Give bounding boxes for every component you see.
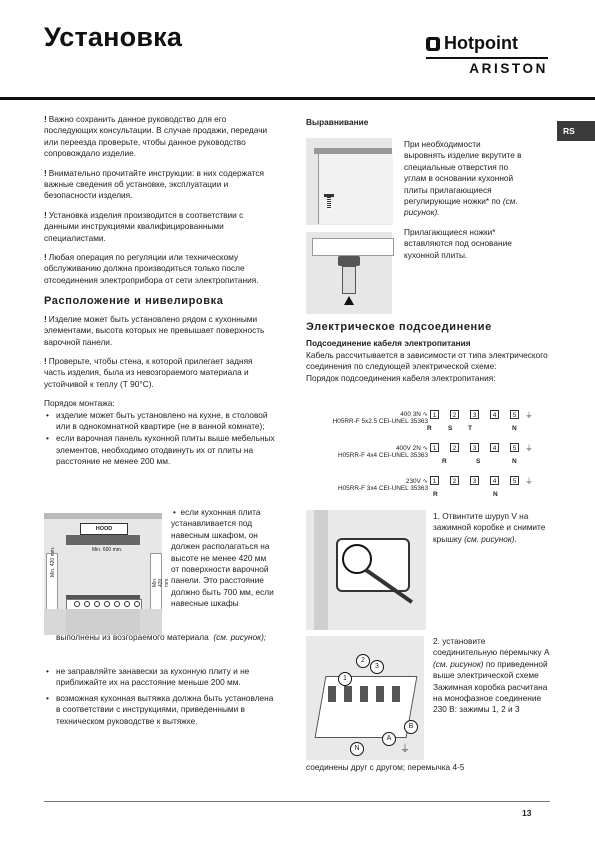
terminal-4: 4: [490, 443, 499, 452]
callout-2: 2: [356, 654, 370, 668]
warning-paragraph: ! Любая операция по регуляции или техническому обслуживанию должна производиться только после отсоединения электроприбора от сети электропитания.: [44, 252, 259, 285]
step2-text: 2. установите соединительную перемычку А (см. рисунок) по приведенной выше электрической схеме Зажимная коробка расчитана на монофазное соединение 230 В: зажимы 1, 2 и 3: [433, 636, 550, 715]
terminal-4: 4: [490, 476, 499, 485]
step1-text: 1. Отвинтите шуруп V на зажимной коробке и снимите крышку (см. рисунок).: [433, 511, 546, 544]
terminal-box-figure: [306, 510, 426, 630]
leveling-figure-top: [306, 138, 392, 225]
wiring-spec-2: 400V 2N ∿ H05RR-F 4x4 CEI-UNEL 35363: [338, 445, 428, 459]
order-title: Порядок монтажа:: [44, 398, 115, 409]
terminal-1: 1: [430, 443, 439, 452]
bottom-bullets: [44, 666, 276, 728]
ground-icon: ⏚: [400, 744, 410, 755]
jumper-figure: [306, 636, 424, 760]
terminal-3: 3: [470, 410, 479, 419]
terminal-2: 2: [450, 443, 459, 452]
hood-label: HOOD: [80, 523, 128, 535]
brand-top-text: Hotpoint: [444, 33, 518, 53]
ac-tilde-icon: ∿: [422, 445, 428, 452]
leveling-text: При необходимости выровнять изделие вкрутите в специальные отверстия по углам в основании кухонной плиты прилагающиеся регулирующие ножки* по (см. рисунок). Прилагающиеся ножки* вставляются под основание кухонной плиты.: [404, 139, 522, 260]
min420-label: Min. 420 mm.: [50, 546, 56, 577]
callout-N: N: [350, 742, 364, 756]
ground-icon: ⏚: [525, 444, 533, 453]
terminal-5: 5: [510, 476, 519, 485]
callout-A: A: [382, 732, 396, 746]
foot-screw-icon: [324, 194, 334, 214]
list-item: • не заправляйте занавески за кухонную плиту и не приближайте их на расстояние меньше 200 мм.: [44, 666, 276, 689]
list-item: • изделие может быть установлено на кухне, в столовой или в однокомнатной квартире (не в ванной комнате);: [44, 410, 276, 433]
footer-divider: [44, 801, 550, 802]
terminal-5: 5: [510, 443, 519, 452]
page-number: 13: [522, 808, 532, 818]
cable-heading: Подсоединение кабеля электропитания: [306, 338, 471, 348]
warning-paragraph: ! Важно сохранить данное руководство для его последующих консультации. В случае продажи, передачи или переезда проверьте, чтобы данное руководство сопровождало изделие.: [44, 114, 268, 159]
ac-tilde-icon: ∿: [422, 411, 428, 418]
terminal-5: 5: [510, 410, 519, 419]
wiring-spec-1: 400 3N ∿ H05RR-F 5x2.5 CEI-UNEL 35363: [332, 411, 428, 425]
min420b-label: Min. 420 mm.: [152, 577, 170, 587]
step2-text-end: соединены друг с другом; перемычка 4-5: [306, 762, 465, 772]
warning-paragraph: ! Установка изделия производится в соответствии с данными инструкциями квалифицированными специалистами.: [44, 209, 244, 243]
left-column: [44, 114, 276, 469]
list-item: • если варочная панель кухонной плиты выше мебельных элементов, необходимо отодвинуть их от плиты на расстояние не менее 200 мм.: [44, 433, 276, 467]
ac-tilde-icon: ∿: [422, 478, 428, 485]
terminal-1: 1: [430, 410, 439, 419]
warning-paragraph: ! Проверьте, чтобы стена, к которой прилегает задняя часть изделия, была из невозгораемого материала и устойчивой к теплу (Т 90°С).: [44, 355, 253, 389]
terminal-2: 2: [450, 410, 459, 419]
terminal-2: 2: [450, 476, 459, 485]
callout-3: 3: [370, 660, 384, 674]
language-tab: RS: [557, 121, 595, 141]
terminal-4: 4: [490, 410, 499, 419]
leveling-heading: Выравнивание: [306, 117, 369, 127]
min600-label: Min. 600 mm.: [92, 547, 123, 553]
warning-paragraph: ! Внимательно прочитайте инструкции: в них содержатся важные сведения об установке, эксплуатации и безопасности изделия.: [44, 167, 264, 201]
terminal-3: 3: [470, 476, 479, 485]
leveling-figure-bottom: [306, 232, 392, 314]
list-item: • возможная кухонная вытяжка должна быть установлена в соответствии с инструкциями, приведенными в техническом руководстве к вытяжке.: [44, 693, 276, 727]
section-heading-placement: Расположение и нивелировка: [44, 295, 224, 308]
clearance-figure: [44, 513, 170, 635]
warning-paragraph: ! Изделие может быть установлено рядом с кухонными элементами, высота которых не превышает поверхность варочной панели.: [44, 313, 265, 347]
brand-bottom-text: ARISTON: [469, 61, 548, 76]
wiring-spec-3: 230V ∿ H05RR-F 3x4 CEI-UNEL 35363: [338, 478, 428, 492]
side-bullet-continued: выполнены из возгораемого материала (см. рисунок);: [56, 632, 267, 642]
callout-B: B: [404, 720, 418, 734]
hotpoint-logo-icon: [426, 37, 440, 51]
callout-1: 1: [338, 672, 352, 686]
ground-icon: ⏚: [525, 477, 533, 486]
foot-insert-icon: [338, 256, 360, 306]
cable-text: Кабель рассчитывается в зависимости от типа электрического соединения по следующей электрической схеме: Порядок подсоединения кабеля электропитания:: [306, 350, 548, 383]
terminal-diagrams: 1 2 3 4 5 ⏚ R S T N 1 2 3 4 5 ⏚ R S N 1 2 3 4 5 ⏚ R N: [427, 411, 533, 498]
electrical-heading: Электрическое подсоединение: [306, 321, 492, 333]
brand-logo: [426, 33, 548, 76]
side-bullet: • если кухонная плита устанавливается под навесным шкафом, он должен располагаться на высоте не менее 420 мм от поверхности варочной панели. Это расстояние должно быть 700 мм, если навесные шкафы: [171, 507, 274, 609]
install-list: [44, 410, 276, 468]
header-divider: [0, 97, 595, 100]
ground-icon: ⏚: [525, 411, 533, 420]
terminal-1: 1: [430, 476, 439, 485]
page-title: Установка: [44, 22, 183, 52]
terminal-3: 3: [470, 443, 479, 452]
